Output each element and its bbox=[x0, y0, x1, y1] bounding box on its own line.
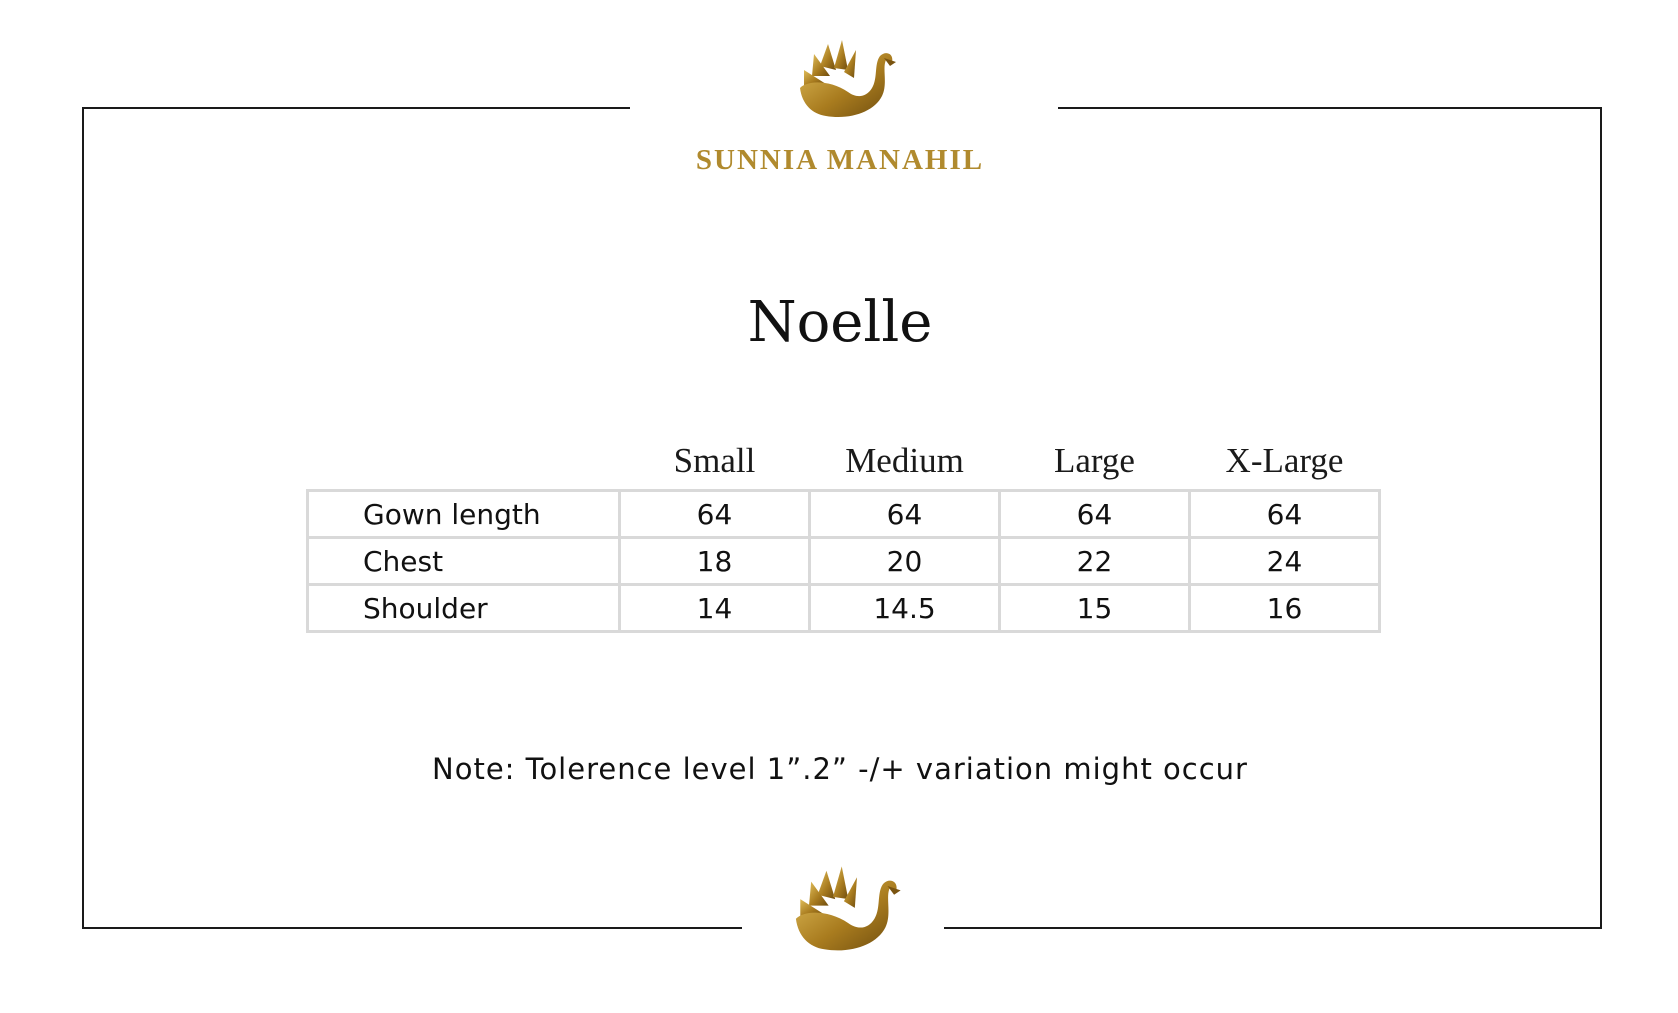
size-chart-table bbox=[306, 433, 1381, 633]
table-cell: 64 bbox=[1190, 491, 1380, 538]
table-cell: 18 bbox=[620, 538, 810, 585]
table-cell: 24 bbox=[1190, 538, 1380, 585]
size-header-row bbox=[308, 433, 1380, 491]
table-cell: 16 bbox=[1190, 585, 1380, 632]
swan-icon bbox=[785, 860, 905, 960]
product-title: Noelle bbox=[747, 290, 933, 355]
table-row bbox=[308, 585, 1380, 632]
size-header-xlarge: X-Large bbox=[1225, 441, 1344, 480]
table-cell: 14.5 bbox=[810, 585, 1000, 632]
table-row bbox=[308, 491, 1380, 538]
table-cell: 64 bbox=[810, 491, 1000, 538]
table-cell: 64 bbox=[1000, 491, 1190, 538]
tolerance-note: Note: Tolerence level 1”.2” -/+ variation might occur bbox=[432, 752, 1248, 786]
size-header-large: Large bbox=[1054, 441, 1135, 480]
row-label-gown-length: Gown length bbox=[308, 491, 620, 538]
table-cell: 15 bbox=[1000, 585, 1190, 632]
table-cell: 14 bbox=[620, 585, 810, 632]
table-cell: 20 bbox=[810, 538, 1000, 585]
row-label-chest: Chest bbox=[308, 538, 620, 585]
size-header-medium: Medium bbox=[845, 441, 964, 480]
table-row bbox=[308, 538, 1380, 585]
table-cell: 22 bbox=[1000, 538, 1190, 585]
brand-name: SUNNIA MANAHIL bbox=[695, 144, 985, 176]
table-cell: 64 bbox=[620, 491, 810, 538]
size-header-small: Small bbox=[673, 441, 756, 480]
header-spacer bbox=[308, 433, 620, 491]
swan-icon bbox=[790, 36, 900, 124]
row-label-shoulder: Shoulder bbox=[308, 585, 620, 632]
